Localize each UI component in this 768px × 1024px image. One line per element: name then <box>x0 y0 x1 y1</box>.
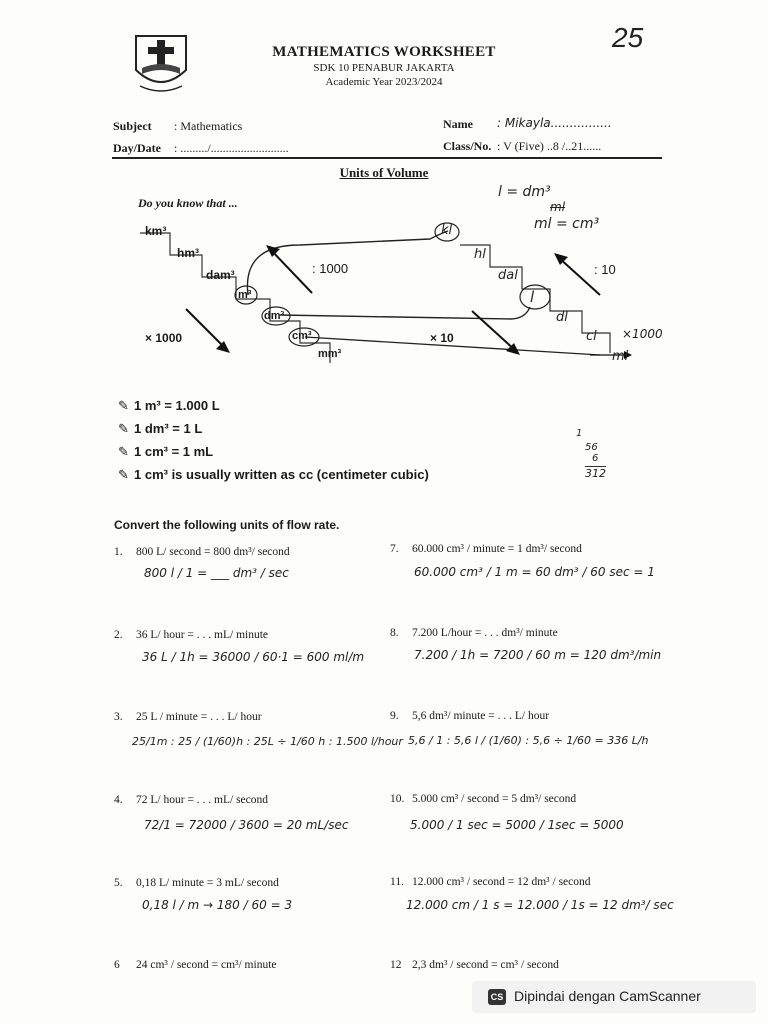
note-x1000: ×1000 <box>622 327 663 341</box>
unit-km3: km³ <box>145 224 167 238</box>
note-ml-struck: ml <box>550 200 566 214</box>
answer-work-2: 36 L / 1h = 36000 / 60·1 = 600 ml/m <box>142 650 365 664</box>
answer-work-5: 0,18 l / m → 180 / 60 = 3 <box>142 898 293 912</box>
diagram-intro: Do you know that ... <box>138 196 238 210</box>
answer-work-11: 12.000 cm / 1 s = 12.000 / 1s = 12 dm³/ sec <box>406 898 674 912</box>
worksheet-title: MATHEMATICS WORKSHEET <box>272 44 496 60</box>
answer-work-10: 5.000 / 1 sec = 5000 / 1sec = 5000 <box>410 818 624 832</box>
page-number: 25 <box>612 22 644 53</box>
question-11: 11. 12.000 cm³ / second = 12 dm³ / second <box>390 876 591 888</box>
unit-dm3: dm³ <box>264 310 285 322</box>
unit-kl: kl <box>441 223 453 238</box>
scratch-1: 1 <box>576 428 583 439</box>
unit-ml: ml <box>612 349 629 364</box>
answer-work-4: 72/1 = 72000 / 3600 = 20 mL/sec <box>144 818 349 832</box>
unit-m3: m³ <box>238 289 252 301</box>
header-divider <box>112 157 662 159</box>
question-1: 1. 800 L/ second = 800 dm³/ second <box>114 546 290 558</box>
unit-dam3: dam³ <box>206 268 235 282</box>
question-6: 6 24 cm³ / second = cm³/ minute <box>114 959 277 971</box>
question-4: 4. 72 L/ hour = . . . mL/ second <box>114 794 269 806</box>
unit-l: l <box>530 288 535 306</box>
multiply-10-label: × 10 <box>430 331 454 345</box>
fact-2: ✎ 1 dm³ = 1 L <box>118 421 203 436</box>
unit-hm3: hm³ <box>177 246 199 260</box>
bullet-icon: ✎ <box>118 467 129 482</box>
unit-dal: dal <box>498 268 518 283</box>
question-2: 2. 36 L/ hour = . . . mL/ minute <box>114 629 269 641</box>
class-label: Class/No. <box>443 139 492 153</box>
daydate-value: : ........./.......................... <box>174 141 289 155</box>
bullet-icon: ✎ <box>118 398 129 413</box>
bullet-icon: ✎ <box>118 444 129 459</box>
question-3: 3. 25 L / minute = . . . L/ hour <box>114 711 262 723</box>
question-7: 7. 60.000 cm³ / minute = 1 dm³/ second <box>390 543 582 555</box>
academic-year: Academic Year 2023/2024 <box>325 76 443 88</box>
answer-work-9: 5,6 / 1 : 5,6 l / (1/60) : 5,6 ÷ 1/60 = 336 L/h <box>408 734 649 747</box>
daydate-label: Day/Date <box>113 141 161 155</box>
subject-label: Subject <box>113 119 152 133</box>
school-name: SDK 10 PENABUR JAKARTA <box>313 62 455 74</box>
name-value: : Mikayla................ <box>497 116 612 130</box>
divide-10-label: : 10 <box>594 262 616 277</box>
divide-1000-label: : 1000 <box>312 261 349 276</box>
answer-work-8: 7.200 / 1h = 7200 / 60 m = 120 dm³/min <box>414 648 662 662</box>
question-10: 10. 5.000 cm³ / second = 5 dm³/ second <box>390 793 577 805</box>
question-12: 12 2,3 dm³ / second = cm³ / second <box>390 959 559 971</box>
bullet-icon: ✎ <box>118 421 129 436</box>
answer-work-1: 800 l / 1 = ___ dm³ / sec <box>144 566 289 580</box>
unit-cl: cl <box>586 329 597 344</box>
question-5: 5. 0,18 L/ minute = 3 mL/ second <box>114 877 279 889</box>
unit-hl: hl <box>474 247 486 262</box>
question-8: 8. 7.200 L/hour = . . . dm³/ minute <box>390 627 558 639</box>
answer-work-7: 60.000 cm³ / 1 m = 60 dm³ / 60 sec = 1 <box>414 565 655 579</box>
subject-value: : Mathematics <box>174 119 243 133</box>
unit-dl: dl <box>556 310 568 325</box>
scanner-text: Dipindai dengan CamScanner <box>514 988 701 1004</box>
fact-4: ✎ 1 cm³ is usually written as cc (centimeter cubic) <box>118 467 429 482</box>
scratch-2: 56 <box>585 442 598 453</box>
instruction: Convert the following units of flow rate. <box>114 518 340 532</box>
note-ml-cm3: ml = cm³ <box>534 216 600 232</box>
unit-mm3: mm³ <box>318 348 342 360</box>
scratch-3: 6 <box>592 453 599 464</box>
scratch-4: 312 <box>585 467 606 480</box>
unit-cm3: cm³ <box>292 330 312 342</box>
section-title: Units of Volume <box>339 165 429 180</box>
class-value: : V (Five) ..8 /..21...... <box>497 139 602 153</box>
answer-work-3: 25/1m : 25 / (1/60)h : 25L ÷ 1/60 h : 1.500 l/hour <box>132 735 403 748</box>
multiply-1000-label: × 1000 <box>145 331 183 345</box>
camscanner-logo-icon: CS <box>488 989 506 1005</box>
fact-1: ✎ 1 m³ = 1.000 L <box>118 398 220 413</box>
note-l-dm3: l = dm³ <box>498 184 551 200</box>
unit-staircase-diagram <box>130 215 690 375</box>
question-9: 9. 5,6 dm³/ minute = . . . L/ hour <box>390 710 550 722</box>
name-label: Name <box>443 117 473 131</box>
fact-3: ✎ 1 cm³ = 1 mL <box>118 444 214 459</box>
